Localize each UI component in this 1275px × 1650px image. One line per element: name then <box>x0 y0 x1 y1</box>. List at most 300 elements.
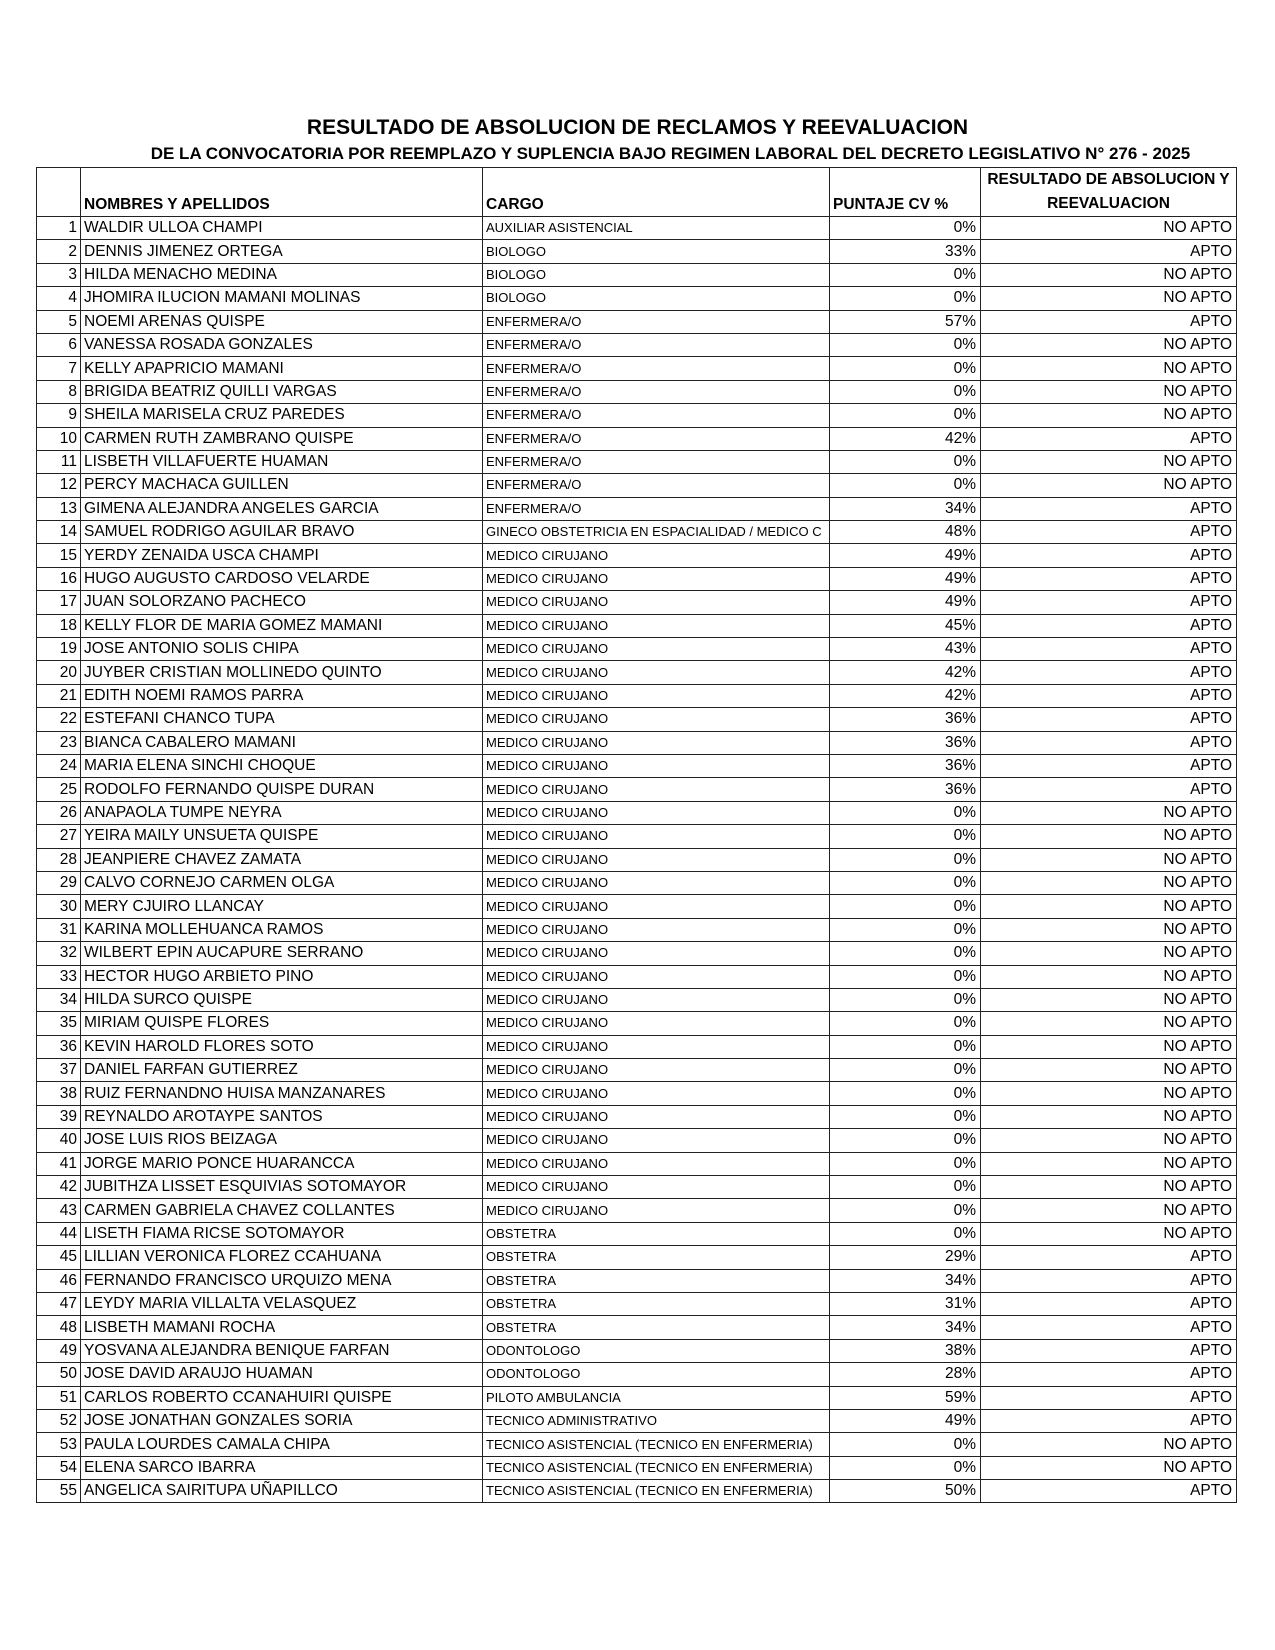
row-name: PAULA LOURDES CAMALA CHIPA <box>81 1433 483 1456</box>
row-name: YEIRA MAILY UNSUETA QUISPE <box>81 825 483 848</box>
row-resultado: NO APTO <box>981 1012 1237 1035</box>
row-puntaje: 0% <box>830 217 981 240</box>
row-resultado: APTO <box>981 661 1237 684</box>
row-number: 41 <box>37 1152 81 1175</box>
table-row <box>37 1082 1237 1105</box>
row-number: 23 <box>37 731 81 754</box>
row-cargo: MEDICO CIRUJANO <box>483 965 830 988</box>
table-row <box>37 1386 1237 1409</box>
row-resultado: NO APTO <box>981 1059 1237 1082</box>
header-puntaje: PUNTAJE CV % <box>830 168 981 217</box>
row-name: JOSE JONATHAN GONZALES SORIA <box>81 1409 483 1432</box>
table-row <box>37 684 1237 707</box>
row-number: 18 <box>37 614 81 637</box>
row-name: RUIZ FERNANDNO HUISA MANZANARES <box>81 1082 483 1105</box>
table-row <box>37 1409 1237 1432</box>
table-row <box>37 731 1237 754</box>
row-resultado: NO APTO <box>981 404 1237 427</box>
row-resultado: APTO <box>981 614 1237 637</box>
row-name: LEYDY MARIA VILLALTA VELASQUEZ <box>81 1292 483 1315</box>
row-puntaje: 0% <box>830 450 981 473</box>
row-cargo: MEDICO CIRUJANO <box>483 638 830 661</box>
row-cargo: MEDICO CIRUJANO <box>483 1105 830 1128</box>
header-resultado: RESULTADO DE ABSOLUCION Y REEVALUACION <box>981 168 1237 217</box>
table-row <box>37 217 1237 240</box>
row-number: 43 <box>37 1199 81 1222</box>
row-name: VANESSA ROSADA GONZALES <box>81 333 483 356</box>
table-row <box>37 918 1237 941</box>
row-puntaje: 34% <box>830 497 981 520</box>
row-name: JOSE LUIS RIOS BEIZAGA <box>81 1129 483 1152</box>
row-puntaje: 49% <box>830 1409 981 1432</box>
table-row <box>37 1012 1237 1035</box>
row-cargo: TECNICO ASISTENCIAL (TECNICO EN ENFERMERIA) <box>483 1456 830 1479</box>
row-name: EDITH NOEMI RAMOS PARRA <box>81 684 483 707</box>
table-row <box>37 1339 1237 1362</box>
row-cargo: MEDICO CIRUJANO <box>483 1199 830 1222</box>
row-cargo: MEDICO CIRUJANO <box>483 895 830 918</box>
row-name: REYNALDO AROTAYPE SANTOS <box>81 1105 483 1128</box>
row-number: 47 <box>37 1292 81 1315</box>
row-cargo: MEDICO CIRUJANO <box>483 1152 830 1175</box>
row-puntaje: 0% <box>830 404 981 427</box>
row-resultado: NO APTO <box>981 1035 1237 1058</box>
row-name: MARIA ELENA SINCHI CHOQUE <box>81 754 483 777</box>
row-puntaje: 0% <box>830 1129 981 1152</box>
row-resultado: APTO <box>981 754 1237 777</box>
row-cargo: TECNICO ASISTENCIAL (TECNICO EN ENFERMERIA) <box>483 1433 830 1456</box>
row-cargo: MEDICO CIRUJANO <box>483 801 830 824</box>
row-name: KELLY APAPRICIO MAMANI <box>81 357 483 380</box>
table-row <box>37 1269 1237 1292</box>
row-resultado: NO APTO <box>981 357 1237 380</box>
row-cargo: ENFERMERA/O <box>483 404 830 427</box>
table-row <box>37 848 1237 871</box>
row-name: LISBETH VILLAFUERTE HUAMAN <box>81 450 483 473</box>
row-puntaje: 0% <box>830 1035 981 1058</box>
row-name: NOEMI ARENAS QUISPE <box>81 310 483 333</box>
table-row <box>37 1199 1237 1222</box>
row-cargo: MEDICO CIRUJANO <box>483 731 830 754</box>
row-name: MIRIAM QUISPE FLORES <box>81 1012 483 1035</box>
table-row <box>37 450 1237 473</box>
row-name: MERY CJUIRO LLANCAY <box>81 895 483 918</box>
document-title: RESULTADO DE ABSOLUCION DE RECLAMOS Y REEVALUACION <box>306 116 969 139</box>
row-cargo: MEDICO CIRUJANO <box>483 567 830 590</box>
row-cargo: MEDICO CIRUJANO <box>483 661 830 684</box>
row-name: GIMENA ALEJANDRA ANGELES GARCIA <box>81 497 483 520</box>
table-row <box>37 1316 1237 1339</box>
row-number: 13 <box>37 497 81 520</box>
table-row <box>37 778 1237 801</box>
table-row <box>37 1363 1237 1386</box>
row-cargo: BIOLOGO <box>483 287 830 310</box>
row-resultado: APTO <box>981 497 1237 520</box>
row-puntaje: 0% <box>830 918 981 941</box>
table-row <box>37 310 1237 333</box>
row-name: ANGELICA SAIRITUPA UÑAPILLCO <box>81 1480 483 1503</box>
row-resultado: APTO <box>981 1269 1237 1292</box>
row-name: LISETH FIAMA RICSE SOTOMAYOR <box>81 1222 483 1245</box>
row-resultado: APTO <box>981 427 1237 450</box>
row-resultado: NO APTO <box>981 1176 1237 1199</box>
row-cargo: OBSTETRA <box>483 1269 830 1292</box>
table-header-row <box>37 168 1237 217</box>
row-resultado: NO APTO <box>981 942 1237 965</box>
row-puntaje: 0% <box>830 380 981 403</box>
row-resultado: NO APTO <box>981 988 1237 1011</box>
row-resultado: APTO <box>981 521 1237 544</box>
row-number: 44 <box>37 1222 81 1245</box>
row-cargo: MEDICO CIRUJANO <box>483 848 830 871</box>
row-number: 25 <box>37 778 81 801</box>
row-name: CARMEN RUTH ZAMBRANO QUISPE <box>81 427 483 450</box>
row-number: 53 <box>37 1433 81 1456</box>
row-name: HILDA SURCO QUISPE <box>81 988 483 1011</box>
table-row <box>37 614 1237 637</box>
row-name: SAMUEL RODRIGO AGUILAR BRAVO <box>81 521 483 544</box>
row-resultado: NO APTO <box>981 287 1237 310</box>
table-row <box>37 591 1237 614</box>
table-row <box>37 871 1237 894</box>
row-cargo: ENFERMERA/O <box>483 497 830 520</box>
row-puntaje: 36% <box>830 778 981 801</box>
row-number: 26 <box>37 801 81 824</box>
row-cargo: AUXILIAR ASISTENCIAL <box>483 217 830 240</box>
row-name: JOSE DAVID ARAUJO HUAMAN <box>81 1363 483 1386</box>
row-resultado: NO APTO <box>981 333 1237 356</box>
row-puntaje: 48% <box>830 521 981 544</box>
row-puntaje: 0% <box>830 263 981 286</box>
row-resultado: NO APTO <box>981 871 1237 894</box>
row-puntaje: 50% <box>830 1480 981 1503</box>
row-name: CARMEN GABRIELA CHAVEZ COLLANTES <box>81 1199 483 1222</box>
row-cargo: TECNICO ADMINISTRATIVO <box>483 1409 830 1432</box>
row-cargo: MEDICO CIRUJANO <box>483 825 830 848</box>
row-number: 15 <box>37 544 81 567</box>
row-resultado: APTO <box>981 1386 1237 1409</box>
row-puntaje: 0% <box>830 942 981 965</box>
row-resultado: APTO <box>981 1316 1237 1339</box>
row-resultado: NO APTO <box>981 1105 1237 1128</box>
row-number: 34 <box>37 988 81 1011</box>
table-row <box>37 1433 1237 1456</box>
row-cargo: ENFERMERA/O <box>483 380 830 403</box>
row-name: BRIGIDA BEATRIZ QUILLI VARGAS <box>81 380 483 403</box>
row-puntaje: 43% <box>830 638 981 661</box>
row-number: 54 <box>37 1456 81 1479</box>
row-name: JORGE MARIO PONCE HUARANCCA <box>81 1152 483 1175</box>
table-row <box>37 638 1237 661</box>
row-name: KARINA MOLLEHUANCA RAMOS <box>81 918 483 941</box>
row-puntaje: 0% <box>830 895 981 918</box>
row-resultado: NO APTO <box>981 1152 1237 1175</box>
row-number: 9 <box>37 404 81 427</box>
table-row <box>37 240 1237 263</box>
row-cargo: PILOTO AMBULANCIA <box>483 1386 830 1409</box>
row-puntaje: 0% <box>830 474 981 497</box>
row-puntaje: 0% <box>830 1105 981 1128</box>
row-puntaje: 0% <box>830 1152 981 1175</box>
row-puntaje: 0% <box>830 1082 981 1105</box>
row-cargo: ENFERMERA/O <box>483 357 830 380</box>
row-number: 24 <box>37 754 81 777</box>
row-number: 10 <box>37 427 81 450</box>
row-cargo: OBSTETRA <box>483 1222 830 1245</box>
row-number: 12 <box>37 474 81 497</box>
row-puntaje: 57% <box>830 310 981 333</box>
header-number <box>37 168 81 217</box>
row-puntaje: 42% <box>830 684 981 707</box>
table-row <box>37 497 1237 520</box>
row-puntaje: 0% <box>830 1433 981 1456</box>
row-cargo: MEDICO CIRUJANO <box>483 544 830 567</box>
row-resultado: NO APTO <box>981 1456 1237 1479</box>
row-name: CARLOS ROBERTO CCANAHUIRI QUISPE <box>81 1386 483 1409</box>
row-number: 52 <box>37 1409 81 1432</box>
row-cargo: MEDICO CIRUJANO <box>483 614 830 637</box>
row-number: 33 <box>37 965 81 988</box>
row-number: 22 <box>37 708 81 731</box>
table-row <box>37 1480 1237 1503</box>
row-puntaje: 0% <box>830 801 981 824</box>
row-name: KEVIN HAROLD FLORES SOTO <box>81 1035 483 1058</box>
table-row <box>37 263 1237 286</box>
row-number: 49 <box>37 1339 81 1362</box>
row-resultado: APTO <box>981 1363 1237 1386</box>
row-cargo: MEDICO CIRUJANO <box>483 684 830 707</box>
row-number: 32 <box>37 942 81 965</box>
row-number: 37 <box>37 1059 81 1082</box>
row-cargo: OBSTETRA <box>483 1316 830 1339</box>
row-cargo: MEDICO CIRUJANO <box>483 918 830 941</box>
row-resultado: APTO <box>981 310 1237 333</box>
row-name: JUYBER CRISTIAN MOLLINEDO QUINTO <box>81 661 483 684</box>
row-number: 35 <box>37 1012 81 1035</box>
row-resultado: APTO <box>981 684 1237 707</box>
row-cargo: MEDICO CIRUJANO <box>483 754 830 777</box>
row-cargo: ENFERMERA/O <box>483 474 830 497</box>
row-resultado: NO APTO <box>981 263 1237 286</box>
row-resultado: APTO <box>981 1339 1237 1362</box>
row-cargo: MEDICO CIRUJANO <box>483 591 830 614</box>
table-row <box>37 988 1237 1011</box>
row-resultado: NO APTO <box>981 801 1237 824</box>
row-puntaje: 38% <box>830 1339 981 1362</box>
row-puntaje: 0% <box>830 357 981 380</box>
table-row <box>37 1222 1237 1245</box>
row-cargo: TECNICO ASISTENCIAL (TECNICO EN ENFERMERIA) <box>483 1480 830 1503</box>
table-row <box>37 1176 1237 1199</box>
row-number: 1 <box>37 217 81 240</box>
row-number: 2 <box>37 240 81 263</box>
row-puntaje: 0% <box>830 1222 981 1245</box>
row-puntaje: 49% <box>830 544 981 567</box>
row-name: LILLIAN VERONICA FLOREZ CCAHUANA <box>81 1246 483 1269</box>
table-row <box>37 357 1237 380</box>
row-resultado: NO APTO <box>981 380 1237 403</box>
row-cargo: BIOLOGO <box>483 240 830 263</box>
row-number: 6 <box>37 333 81 356</box>
table-row <box>37 287 1237 310</box>
row-cargo: MEDICO CIRUJANO <box>483 1012 830 1035</box>
row-number: 40 <box>37 1129 81 1152</box>
table-row <box>37 1456 1237 1479</box>
header-name: NOMBRES Y APELLIDOS <box>81 168 483 217</box>
row-number: 42 <box>37 1176 81 1199</box>
row-number: 11 <box>37 450 81 473</box>
row-resultado: NO APTO <box>981 1199 1237 1222</box>
row-number: 5 <box>37 310 81 333</box>
row-puntaje: 59% <box>830 1386 981 1409</box>
row-number: 50 <box>37 1363 81 1386</box>
row-name: SHEILA MARISELA CRUZ PAREDES <box>81 404 483 427</box>
row-number: 30 <box>37 895 81 918</box>
row-puntaje: 0% <box>830 965 981 988</box>
table-row <box>37 474 1237 497</box>
document-subtitle: DE LA CONVOCATORIA POR REEMPLAZO Y SUPLENCIA BAJO REGIMEN LABORAL DEL DECRETO LEGISLATIVO N° 276 - 2025 <box>150 144 1191 163</box>
row-puntaje: 34% <box>830 1316 981 1339</box>
row-name: BIANCA CABALERO MAMANI <box>81 731 483 754</box>
row-puntaje: 0% <box>830 988 981 1011</box>
row-resultado: NO APTO <box>981 1082 1237 1105</box>
row-puntaje: 34% <box>830 1269 981 1292</box>
row-name: JUBITHZA LISSET ESQUIVIAS SOTOMAYOR <box>81 1176 483 1199</box>
table-row <box>37 427 1237 450</box>
row-number: 48 <box>37 1316 81 1339</box>
row-puntaje: 36% <box>830 731 981 754</box>
row-cargo: ODONTOLOGO <box>483 1363 830 1386</box>
row-name: DENNIS JIMENEZ ORTEGA <box>81 240 483 263</box>
row-puntaje: 42% <box>830 661 981 684</box>
table-row <box>37 1035 1237 1058</box>
row-name: PERCY MACHACA GUILLEN <box>81 474 483 497</box>
row-name: JUAN SOLORZANO PACHECO <box>81 591 483 614</box>
row-resultado: NO APTO <box>981 825 1237 848</box>
row-name: CALVO CORNEJO CARMEN OLGA <box>81 871 483 894</box>
row-cargo: MEDICO CIRUJANO <box>483 988 830 1011</box>
row-name: WALDIR ULLOA CHAMPI <box>81 217 483 240</box>
row-resultado: APTO <box>981 544 1237 567</box>
row-puntaje: 0% <box>830 871 981 894</box>
row-resultado: APTO <box>981 567 1237 590</box>
row-number: 39 <box>37 1105 81 1128</box>
row-resultado: NO APTO <box>981 918 1237 941</box>
row-puntaje: 29% <box>830 1246 981 1269</box>
table-row <box>37 1292 1237 1315</box>
row-cargo: ENFERMERA/O <box>483 333 830 356</box>
row-name: HILDA MENACHO MEDINA <box>81 263 483 286</box>
row-name: HECTOR HUGO ARBIETO PINO <box>81 965 483 988</box>
table-body <box>37 217 1237 1503</box>
row-number: 3 <box>37 263 81 286</box>
row-resultado: NO APTO <box>981 217 1237 240</box>
row-cargo: MEDICO CIRUJANO <box>483 871 830 894</box>
row-resultado: NO APTO <box>981 848 1237 871</box>
row-resultado: APTO <box>981 591 1237 614</box>
row-resultado: NO APTO <box>981 1222 1237 1245</box>
row-cargo: MEDICO CIRUJANO <box>483 1082 830 1105</box>
row-puntaje: 0% <box>830 825 981 848</box>
row-resultado: NO APTO <box>981 1129 1237 1152</box>
row-resultado: APTO <box>981 1480 1237 1503</box>
row-puntaje: 0% <box>830 1059 981 1082</box>
row-name: YOSVANA ALEJANDRA BENIQUE FARFAN <box>81 1339 483 1362</box>
row-resultado: APTO <box>981 1409 1237 1432</box>
row-name: ELENA SARCO IBARRA <box>81 1456 483 1479</box>
table-row <box>37 1105 1237 1128</box>
row-cargo: ODONTOLOGO <box>483 1339 830 1362</box>
row-resultado: APTO <box>981 708 1237 731</box>
row-cargo: GINECO OBSTETRICIA EN ESPACIALIDAD / MEDICO C <box>483 521 830 544</box>
row-puntaje: 0% <box>830 1012 981 1035</box>
row-resultado: APTO <box>981 1246 1237 1269</box>
table-row <box>37 1246 1237 1269</box>
row-number: 14 <box>37 521 81 544</box>
table-row <box>37 1059 1237 1082</box>
row-puntaje: 0% <box>830 287 981 310</box>
row-puntaje: 0% <box>830 1456 981 1479</box>
row-cargo: ENFERMERA/O <box>483 427 830 450</box>
row-name: WILBERT EPIN AUCAPURE SERRANO <box>81 942 483 965</box>
row-name: HUGO AUGUSTO CARDOSO VELARDE <box>81 567 483 590</box>
row-puntaje: 42% <box>830 427 981 450</box>
row-number: 4 <box>37 287 81 310</box>
row-cargo: MEDICO CIRUJANO <box>483 778 830 801</box>
row-number: 55 <box>37 1480 81 1503</box>
row-puntaje: 49% <box>830 591 981 614</box>
row-cargo: MEDICO CIRUJANO <box>483 1059 830 1082</box>
table-row <box>37 1152 1237 1175</box>
row-name: YERDY ZENAIDA USCA CHAMPI <box>81 544 483 567</box>
row-puntaje: 28% <box>830 1363 981 1386</box>
row-puntaje: 33% <box>830 240 981 263</box>
row-name: ANAPAOLA TUMPE NEYRA <box>81 801 483 824</box>
row-resultado: NO APTO <box>981 1433 1237 1456</box>
row-puntaje: 0% <box>830 1199 981 1222</box>
row-puntaje: 49% <box>830 567 981 590</box>
row-number: 21 <box>37 684 81 707</box>
table-row <box>37 521 1237 544</box>
row-puntaje: 36% <box>830 754 981 777</box>
row-cargo: MEDICO CIRUJANO <box>483 1129 830 1152</box>
row-puntaje: 0% <box>830 1176 981 1199</box>
row-cargo: OBSTETRA <box>483 1246 830 1269</box>
row-resultado: NO APTO <box>981 965 1237 988</box>
row-resultado: APTO <box>981 638 1237 661</box>
row-number: 31 <box>37 918 81 941</box>
row-resultado: APTO <box>981 1292 1237 1315</box>
row-resultado: NO APTO <box>981 450 1237 473</box>
row-number: 7 <box>37 357 81 380</box>
table-row <box>37 708 1237 731</box>
row-puntaje: 36% <box>830 708 981 731</box>
row-resultado: APTO <box>981 778 1237 801</box>
row-cargo: MEDICO CIRUJANO <box>483 708 830 731</box>
row-cargo: MEDICO CIRUJANO <box>483 942 830 965</box>
table-row <box>37 825 1237 848</box>
row-resultado: APTO <box>981 240 1237 263</box>
row-number: 46 <box>37 1269 81 1292</box>
row-cargo: BIOLOGO <box>483 263 830 286</box>
table-row <box>37 380 1237 403</box>
row-number: 28 <box>37 848 81 871</box>
row-number: 38 <box>37 1082 81 1105</box>
row-cargo: MEDICO CIRUJANO <box>483 1176 830 1199</box>
row-name: DANIEL FARFAN GUTIERREZ <box>81 1059 483 1082</box>
table-row <box>37 1129 1237 1152</box>
table-row <box>37 661 1237 684</box>
